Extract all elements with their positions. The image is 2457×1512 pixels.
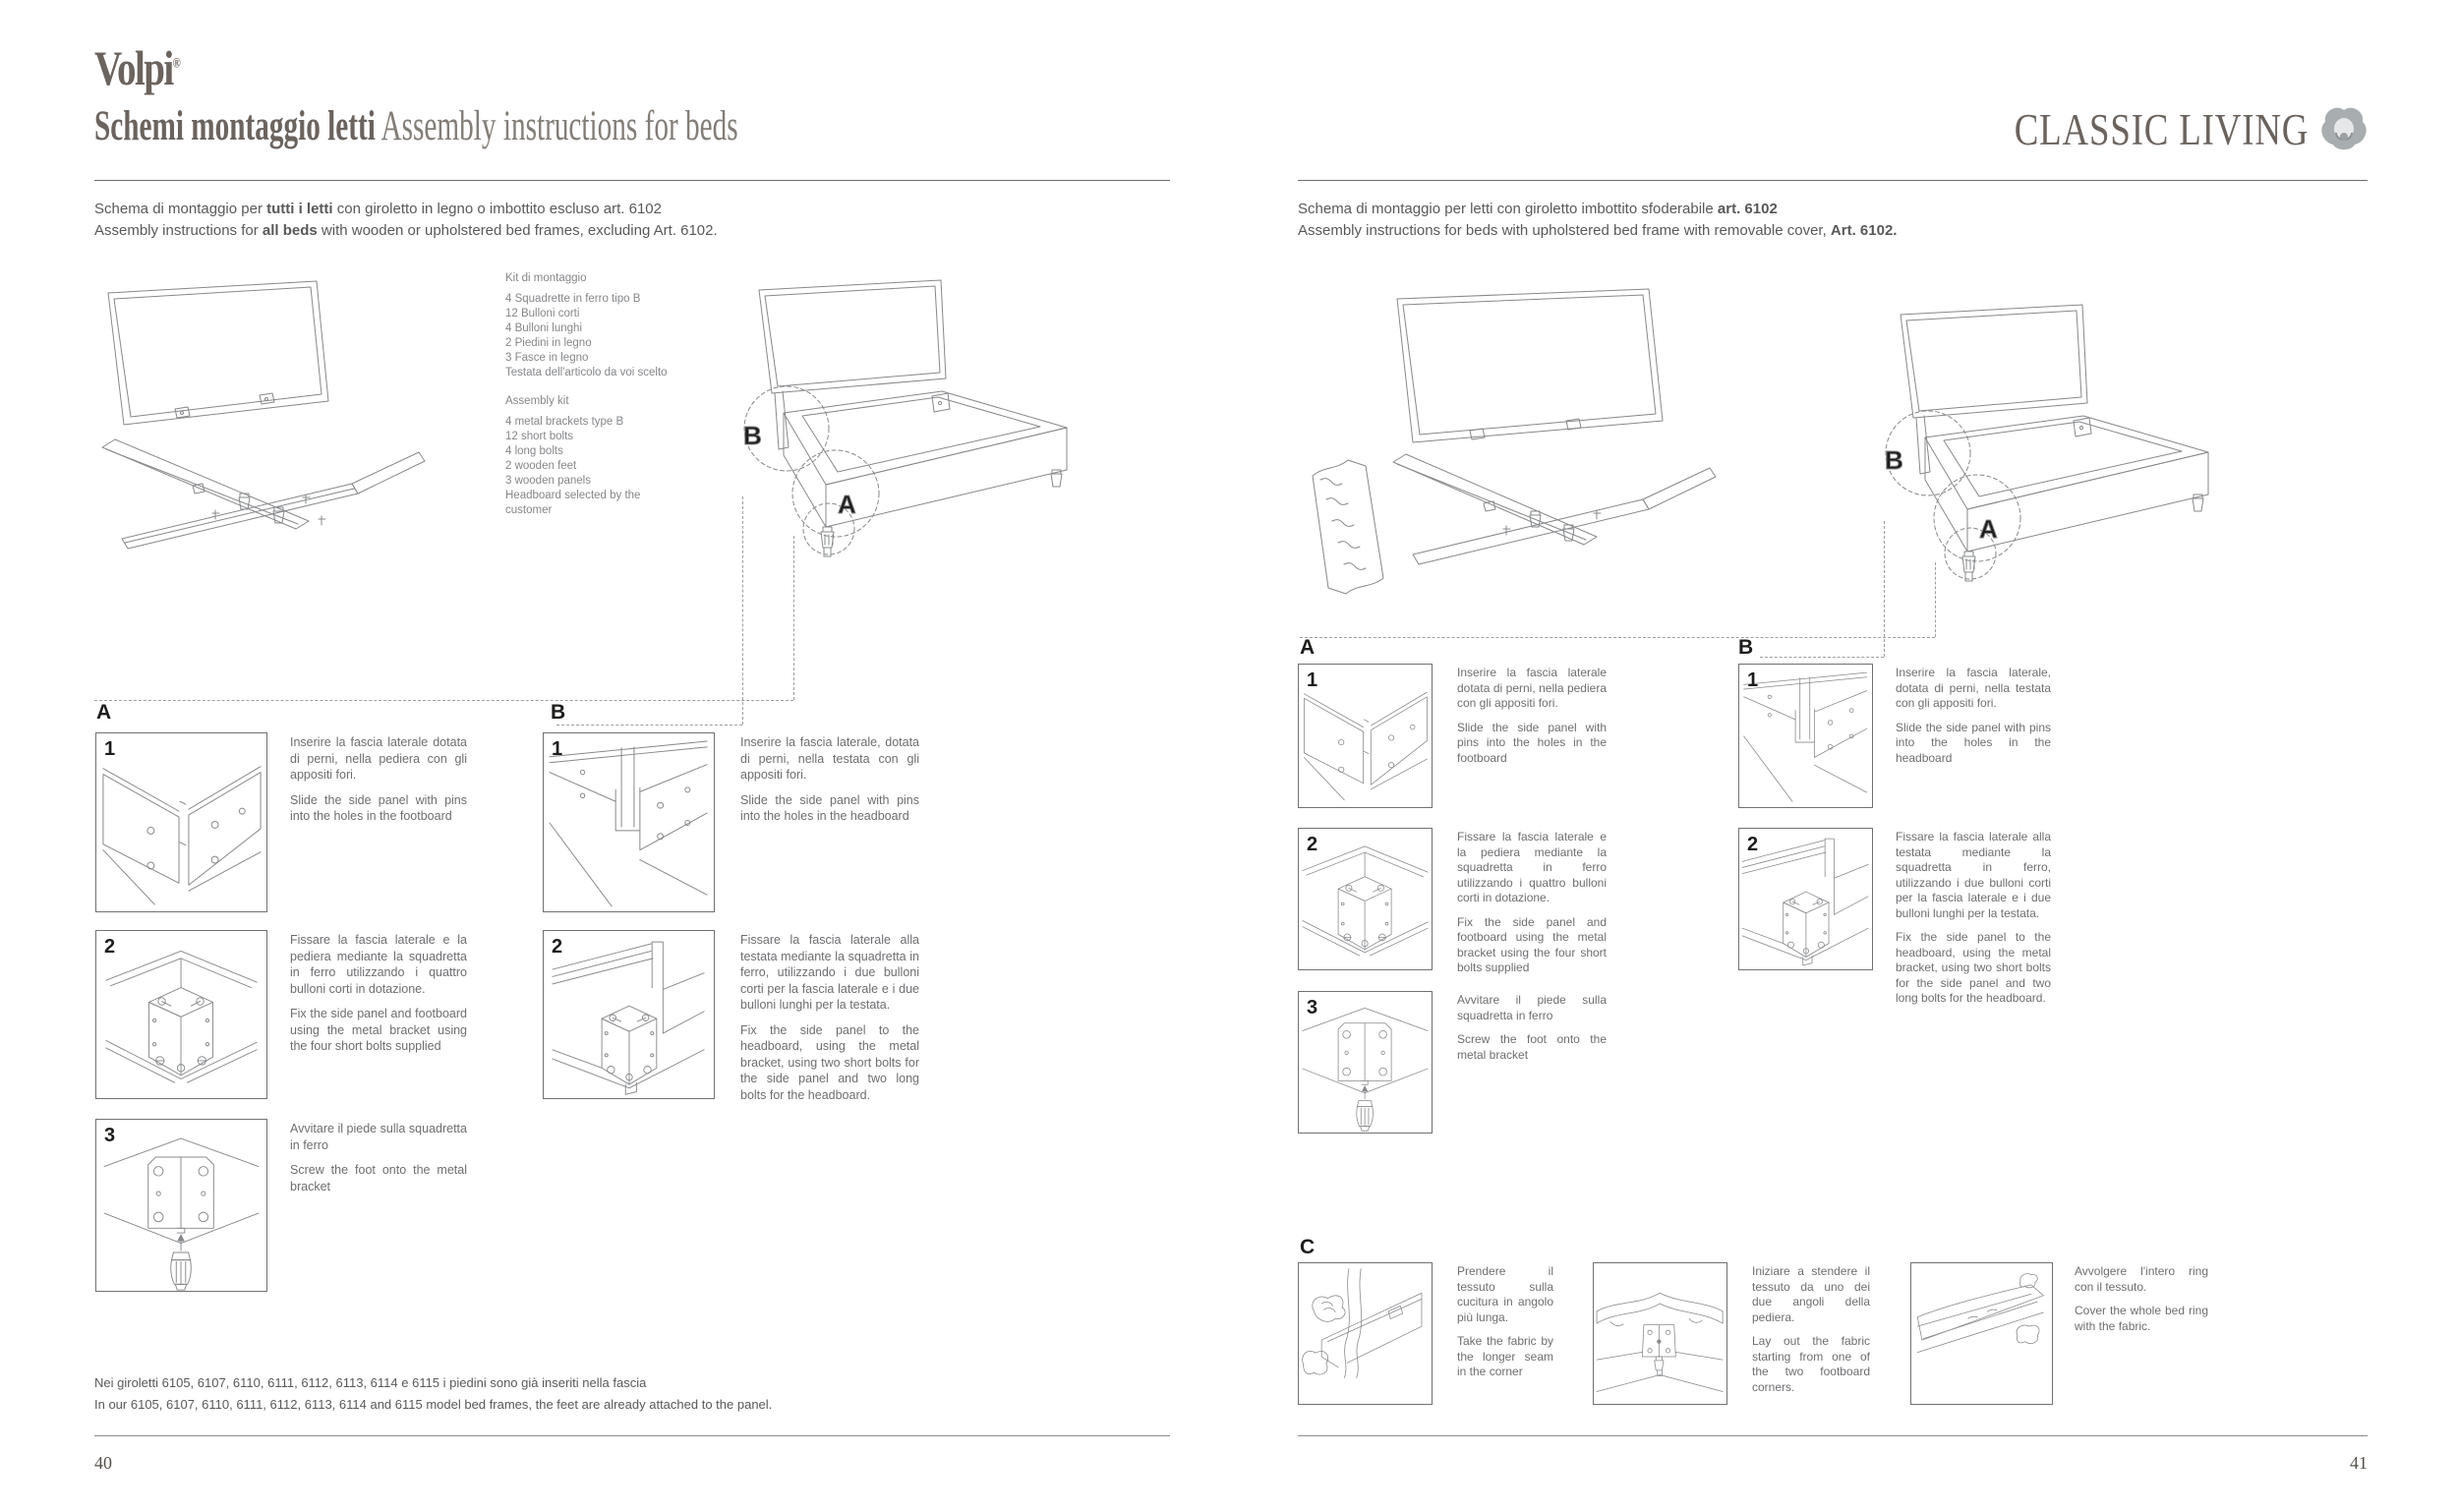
kit-item: 4 long bolts [505,445,563,457]
page-number-left: 40 [94,1453,112,1473]
step-figure-b2-right [1738,828,1873,970]
kit-title-italian: Kit di montaggio [505,272,587,284]
step-text-c3: Avvolgere l'intero ring con il tessuto. Cover the whole bed ring with the fabric. [2075,1264,2208,1333]
kit-item: 4 Bulloni lunghi [505,322,583,334]
leader-line [1935,562,1936,637]
step-number: 3 [104,1125,116,1146]
footer-rule-right [1298,1435,2368,1436]
step-number: 1 [552,738,563,760]
step-number: 2 [1307,834,1318,855]
header-rule-left [94,180,1170,181]
kit-item: Headboard selected by the customer [505,490,641,516]
step-text-c1: Prendere il tessuto sulla cucitura in angolo più lunga. Take the fabric by the longer seam in the corner [1457,1264,1553,1378]
intro-left-english: Assembly instructions for all beds with wooden or upholstered bed frames, excluding Art. 6102. [94,222,718,239]
step-text-a3: Avvitare il piede sulla squadretta in ferro Screw the foot onto the metal bracket [290,1122,467,1193]
step-number: 2 [552,936,563,958]
section-label-c: C [1300,1236,1316,1258]
leader-line [1300,637,1935,638]
step-text-c2: Iniziare a stendere il tessuto da uno dei due angoli della pediera. Lay out the fabric starting from one of the two footboard corners. [1752,1264,1870,1394]
step-text-a1-right: Inserire la fascia laterale dotata di perni, nella pediera con gli appositi fori. Slide the side panel with pins into the holes in the footboard [1457,666,1607,765]
exploded-parts-diagram-left [94,275,448,580]
step-figure-c2 [1593,1262,1727,1405]
brand-registered-mark: ® [172,56,181,72]
page-number-right: 41 [2350,1453,2368,1473]
header-rule-right [1298,180,2368,181]
step-text-a2-right: Fissare la fascia laterale e la pediera mediante la squadretta in ferro utilizzando i quattro bulloni corti in dotazione. Fix the side panel and footboard using the metal bracket using the four short bolts supplied [1457,830,1607,974]
step-number: 1 [1747,669,1759,691]
step-figure-a1-right [1298,664,1433,808]
collection-mark [1950,104,2368,155]
assembled-bed-diagram-right [1869,290,2282,614]
step-figure-c1 [1298,1262,1433,1405]
step-figure-a2-right [1298,828,1433,970]
section-label-b-right: B [1738,636,1754,659]
assembly-kit-list [505,271,673,518]
intro-right-english: Assembly instructions for beds with upholstered bed frame with removable cover, Art. 6102. [1298,222,1898,239]
step-figure-a1 [95,732,267,912]
step-figure-b1 [543,732,715,912]
step-text-a2: Fissare la fascia laterale e la pediera mediante la squadretta in ferro utilizzando i quattro bulloni corti in dotazione. Fix the side panel and footboard using the metal bracket using the four short bolts supplied [290,933,467,1053]
intro-left [94,200,783,243]
step-number: 1 [1307,669,1318,691]
intro-left-italian: Schema di montaggio per tutti i letti con giroletto in legno o imbottito escluso art. 6102 [94,201,662,217]
step-number: 2 [1747,834,1759,855]
kit-item: 3 Fasce in legno [505,352,589,364]
section-label-a-right: A [1300,636,1316,659]
page-title-english: Assembly instructions for beds [375,103,738,149]
kit-item: 12 Bulloni corti [505,308,580,320]
step-text-b2: Fissare la fascia laterale alla testata mediante la squadretta in ferro, utilizzando i due bulloni corti per la fascia laterale e i due bulloni lunghi per la testata. Fix the side panel to the headboard, using the metal bracket, using two short bolts for the side panel and two long bolts for the headboard. [740,933,919,1102]
step-figure-a2 [95,930,267,1099]
step-figure-b2 [543,930,715,1099]
step-text-a1: Inserire la fascia laterale dotata di perni, nella pediera con gli appositi fori. Slide the side panel with pins into the holes in the footboard [290,735,467,823]
step-text-b1: Inserire la fascia laterale, dotata di perni, nella testata con gli appositi fori. Slide the side panel with pins into the holes in the headboard [740,735,919,823]
kit-title-english: Assembly kit [505,395,569,407]
footer-rule-left [94,1435,1170,1436]
classic-living-emblem-icon [2320,107,2368,152]
step-number: 2 [104,936,116,958]
leader-line [1760,657,1884,658]
section-label-b: B [551,701,566,724]
kit-item: 3 wooden panels [505,475,591,487]
brand-logo: Volpi® [94,40,181,95]
kit-item: Testata dell'articolo da voi scelto [505,367,668,378]
leader-line [1884,521,1885,657]
assembled-bed-diagram-left [728,265,1141,590]
step-figure-a3 [95,1119,267,1292]
step-figure-c3 [1910,1262,2053,1405]
footnote-italian: Nei giroletti 6105, 6107, 6110, 6111, 6112, 6113, 6114 e 6115 i piedini sono già inseriti nella fascia [94,1375,647,1390]
page-title [94,102,1041,150]
footnote [94,1374,940,1417]
step-number: 3 [1307,997,1318,1018]
step-figure-b1-right [1738,664,1873,808]
intro-right [1298,200,2006,243]
leader-line [556,725,742,726]
section-label-a: A [96,701,112,724]
collection-name: CLASSIC LIVING [2014,105,2309,154]
page-title-italian: Schemi montaggio letti [94,103,376,149]
leader-line [94,700,793,701]
kit-item: 4 Squadrette in ferro tipo B [505,293,641,305]
step-text-b2-right: Fissare la fascia laterale alla testata mediante la squadretta in ferro, utilizzando i due bulloni corti per la fascia laterale e i due bulloni lunghi per la testata. Fix the side panel to the headboard, using the metal bracket, using two short bolts for the side panel and two long bolts for the headboard. [1896,830,2051,1005]
step-text-a3-right: Avvitare il piede sulla squadretta in ferro Screw the foot onto the metal bracket [1457,993,1607,1062]
footnote-english: In our 6105, 6107, 6110, 6111, 6112, 6113, 6114 and 6115 model bed frames, the feet are already attached to the panel. [94,1396,773,1412]
intro-right-italian: Schema di montaggio per letti con giroletto imbottito sfoderabile art. 6102 [1298,201,1778,217]
kit-item: 2 wooden feet [505,460,577,472]
leader-line [793,536,794,700]
exploded-parts-diagram-right [1303,287,1735,602]
step-number: 1 [104,738,116,760]
kit-item: 4 metal brackets type B [505,416,624,428]
leader-line [742,496,743,725]
kit-item: 12 short bolts [505,431,574,442]
kit-item: 2 Piedini in legno [505,337,592,349]
step-text-b1-right: Inserire la fascia laterale, dotata di perni, nella testata con gli appositi fori. Slide the side panel with pins into the holes in the headboard [1896,666,2051,765]
step-figure-a3-right [1298,991,1433,1134]
